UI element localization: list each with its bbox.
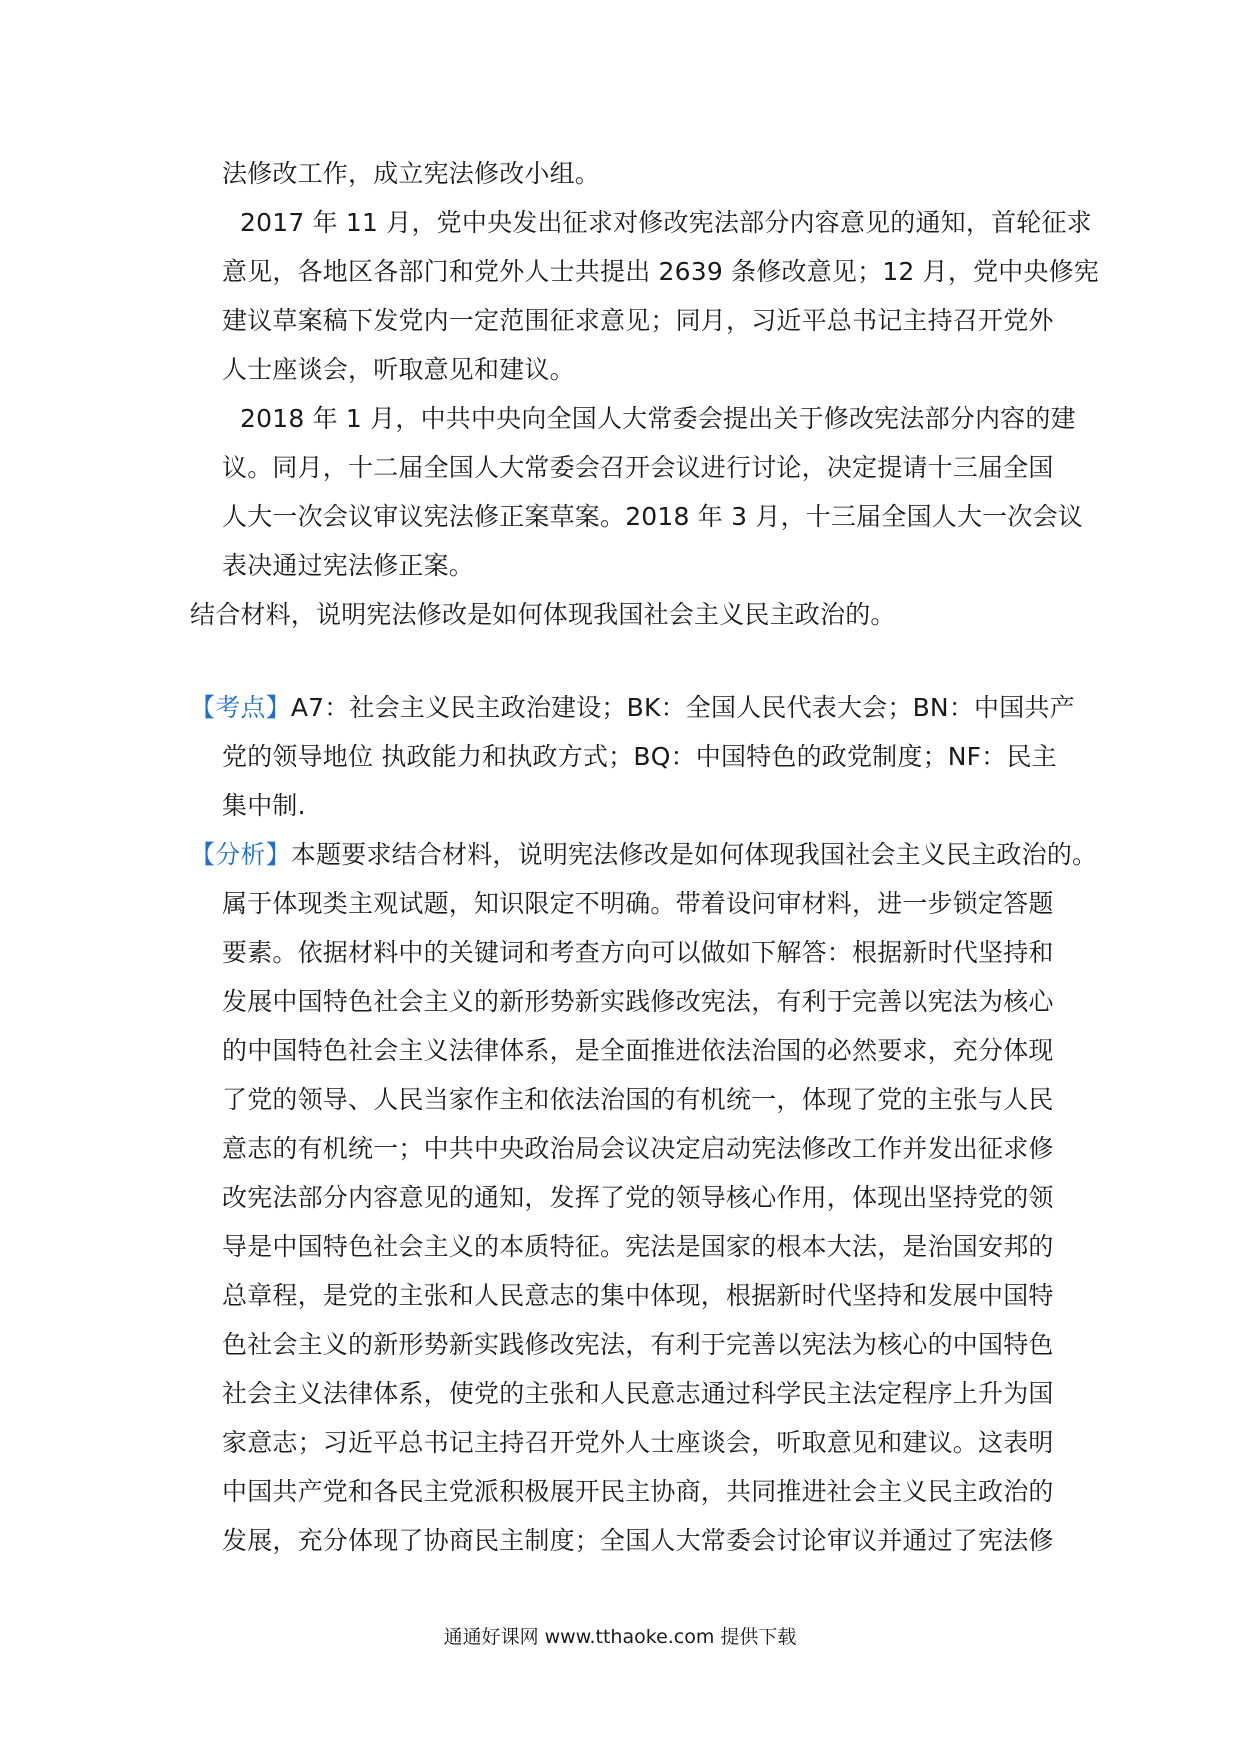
- fenxi-line: 了党的领导、人民当家作主和依法治国的有机统一，体现了党的主张与人民: [222, 1085, 1054, 1114]
- fenxi-line: 的中国特色社会主义法律体系，是全面推进依法治国的必然要求，充分体现: [222, 1036, 1054, 1065]
- fenxi-label: 【分析】: [190, 840, 291, 869]
- material-line: 人士座谈会，听取意见和建议。: [222, 355, 575, 384]
- fenxi-line: 要素。依据材料中的关键词和考查方向可以做如下解答：根据新时代坚持和: [222, 938, 1054, 967]
- fenxi-line: 家意志；习近平总书记主持召开党外人士座谈会，听取意见和建议。这表明: [222, 1428, 1054, 1457]
- material-line: 建议草案稿下发党内一定范围征求意见；同月，习近平总书记主持召开党外: [222, 306, 1054, 335]
- fenxi-line: 属于体现类主观试题，知识限定不明确。带着设问审材料，进一步锁定答题: [222, 889, 1054, 918]
- material-line: 法修改工作，成立宪法修改小组。: [222, 159, 601, 188]
- kaodian-label: 【考点】: [190, 693, 291, 722]
- fenxi-line: 改宪法部分内容意见的通知，发挥了党的领导核心作用，体现出坚持党的领: [222, 1183, 1054, 1212]
- question-text: 结合材料，说明宪法修改是如何体现我国社会主义民主政治的。: [190, 600, 896, 629]
- fenxi-line: 社会主义法律体系，使党的主张和人民意志通过科学民主法定程序上升为国: [222, 1379, 1054, 1408]
- material-line: 议。同月，十二届全国人大常委会召开会议进行讨论，决定提请十三届全国: [222, 453, 1054, 482]
- page-footer: 通通好课网 www.tthaoke.com 提供下载: [443, 1626, 797, 1648]
- fenxi-line: 中国共产党和各民主党派积极展开民主协商，共同推进社会主义民主政治的: [222, 1477, 1054, 1506]
- fenxi-line: 色社会主义的新形势新实践修改宪法，有利于完善以宪法为核心的中国特色: [222, 1330, 1054, 1359]
- fenxi-text: 本题要求结合材料，说明宪法修改是如何体现我国社会主义民主政治的。: [290, 840, 1098, 869]
- material-line: 意见，各地区各部门和党外人士共提出 2639 条修改意见；12 月，党中央修宪: [222, 257, 1100, 286]
- material-line: 2018 年 1 月，中共中央向全国人大常委会提出关于修改宪法部分内容的建: [240, 404, 1076, 433]
- material-line: 表决通过宪法修正案。: [222, 551, 475, 580]
- kaodian-text: A7：社会主义民主政治建设；BK：全国人民代表大会；BN：中国共产: [290, 693, 1075, 722]
- fenxi-line: 发展，充分体现了协商民主制度；全国人大常委会讨论审议并通过了宪法修: [222, 1526, 1054, 1555]
- kaodian-first-line: [190, 691, 1075, 725]
- fenxi-first-line: [190, 838, 1097, 872]
- fenxi-line: 发展中国特色社会主义的新形势新实践修改宪法，有利于完善以宪法为核心: [222, 987, 1054, 1016]
- material-line: 人大一次会议审议宪法修正案草案。2018 年 3 月，十三届全国人大一次会议: [222, 502, 1083, 531]
- material-line: 2017 年 11 月，党中央发出征求对修改宪法部分内容意见的通知，首轮征求: [240, 208, 1092, 237]
- fenxi-line: 总章程，是党的主张和人民意志的集中体现，根据新时代坚持和发展中国特: [222, 1281, 1054, 1310]
- fenxi-line: 导是中国特色社会主义的本质特征。宪法是国家的根本大法，是治国安邦的: [222, 1232, 1054, 1261]
- kaodian-line: 集中制.: [222, 791, 306, 820]
- kaodian-line: 党的领导地位 执政能力和执政方式；BQ：中国特色的政党制度；NF：民主: [222, 742, 1057, 771]
- fenxi-line: 意志的有机统一；中共中央政治局会议决定启动宪法修改工作并发出征求修: [222, 1134, 1054, 1163]
